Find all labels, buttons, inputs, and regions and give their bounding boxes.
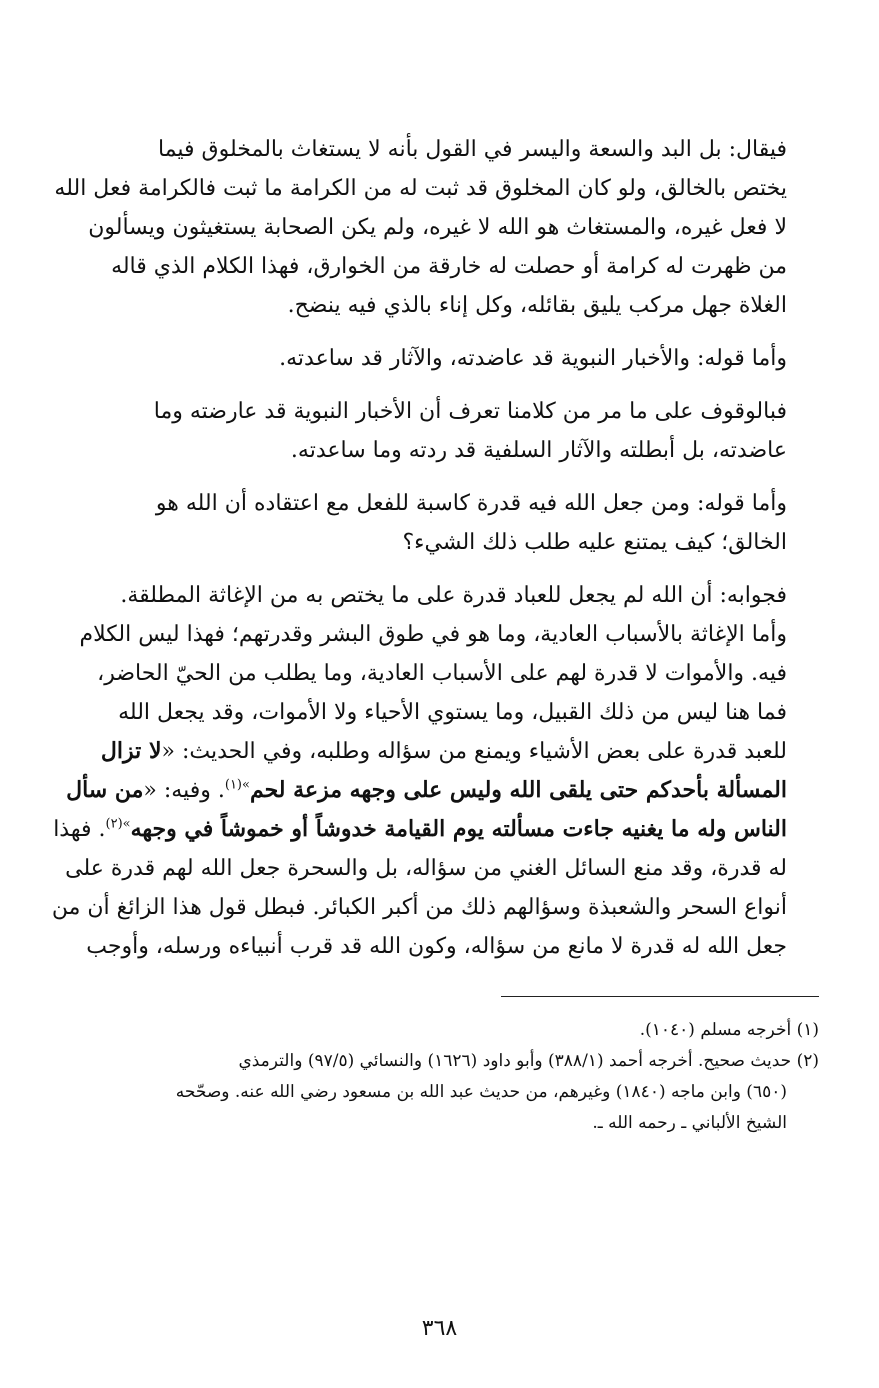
text-line: وأما قوله: ومن جعل الله فيه قدرة كاسبة للفعل مع اعتقاده أن الله هو xyxy=(155,491,787,516)
text-line: جعل الله له قدرة لا مانع من سؤاله، وكون الله قد قرب أنبياءه ورسله، وأوجب xyxy=(86,934,787,959)
footnotes xyxy=(48,1015,819,1139)
text-line: من ظهرت له كرامة أو حصلت له خارقة من الخوارق، فهذا الكلام الذي قاله xyxy=(111,254,787,279)
text-line xyxy=(48,732,819,771)
text-line: الغلاة جهل مركب يليق بقائله، وكل إناء بالذي فيه ينضح. xyxy=(287,293,787,318)
text-line: له قدرة، وقد منع السائل الغني من سؤاله، بل والسحرة جعل الله لهم قدرة على xyxy=(65,856,787,881)
text-line: لا فعل غيره، والمستغاث هو الله لا غيره، ولم يكن الصحابة يستغيثون ويسألون xyxy=(88,215,787,240)
page-number: ٣٦٨ xyxy=(421,1316,458,1341)
footnote-ref-1: »(١) xyxy=(224,777,250,793)
text-run: . فهذا xyxy=(53,817,106,842)
text-line: فبالوقوف على ما مر من كلامنا تعرف أن الأخبار النبوية قد عارضته وما xyxy=(153,399,787,424)
text-run: . وفيه: « xyxy=(143,778,225,803)
text-line: فجوابه: أن الله لم يجعل للعباد قدرة على ما يختص به من الإغاثة المطلقة. xyxy=(120,583,787,608)
hadith-text: الناس وله ما يغنيه جاءت مسألته يوم القيامة خدوشاً أو خموشاً في وجهه xyxy=(130,816,787,842)
footnote-line: (٢) حديث صحيح. أخرجه أحمد (٣٨٨/١) وأبو داود (١٦٢٦) والنسائي (٩٧/٥) والترمذي xyxy=(238,1051,819,1071)
paragraph-akhbar-reply xyxy=(48,392,819,470)
text-line: فيقال: بل البد والسعة واليسر في القول بأنه لا يستغاث بالمخلوق فيما xyxy=(157,137,787,162)
footnote-line: (٦٥٠) وابن ماجه (١٨٤٠) وغيرهم، من حديث عبد الله بن مسعود رضي الله عنه. وصحّحه xyxy=(175,1082,787,1102)
text-line: وأما الإغاثة بالأسباب العادية، وما هو في طوق البشر وقدرتهم؛ فهذا ليس الكلام xyxy=(79,622,787,647)
text-line: فيه. والأموات لا قدرة لهم على الأسباب العادية، وما يطلب من الحيّ الحاضر، xyxy=(97,661,787,686)
text-run: للعبد قدرة على بعض الأشياء ويمنع من سؤاله وطلبه، وفي الحديث: « xyxy=(161,739,787,764)
paragraph-istighatha xyxy=(48,130,819,325)
footnote-2 xyxy=(48,1046,819,1139)
footnote-1: (١) أخرجه مسلم (١٠٤٠). xyxy=(639,1020,819,1040)
text-line: أنواع السحر والشعبذة وسؤالهم ذلك من أكبر الكبائر. فبطل قول هذا الزائغ أن من xyxy=(51,895,787,920)
hadith-text: لا تزال xyxy=(100,738,162,764)
text-line: الخالق؛ كيف يمتنع عليه طلب ذلك الشيء؟ xyxy=(402,530,787,555)
text-line: فما هنا ليس من ذلك القبيل، وما يستوي الأحياء ولا الأموات، وقد يجعل الله xyxy=(118,700,787,725)
hadith-text: المسألة بأحدكم حتى يلقى الله وليس على وجهه مزعة لحم xyxy=(249,777,787,803)
hadith-text: من سأل xyxy=(66,777,144,803)
paragraph-akhbar-claim xyxy=(48,339,819,378)
text-line: يختص بالخالق، ولو كان المخلوق قد ثبت له من الكرامة ما ثبت فالكرامة فعل الله xyxy=(54,176,787,201)
paragraph-qudra-claim xyxy=(48,484,819,562)
text-line xyxy=(48,810,819,849)
footnote-ref-2: »(٢) xyxy=(105,816,131,832)
paragraph-answer xyxy=(48,576,819,966)
text-line: وأما قوله: والأخبار النبوية قد عاضدته، والآثار قد ساعدته. xyxy=(279,346,787,371)
footnote-line: الشيخ الألباني ـ رحمه الله ـ. xyxy=(592,1113,787,1133)
text-line xyxy=(48,771,819,810)
text-line: عاضدته، بل أبطلته والآثار السلفية قد ردته وما ساعدته. xyxy=(290,438,787,463)
footnote-divider xyxy=(501,996,819,997)
